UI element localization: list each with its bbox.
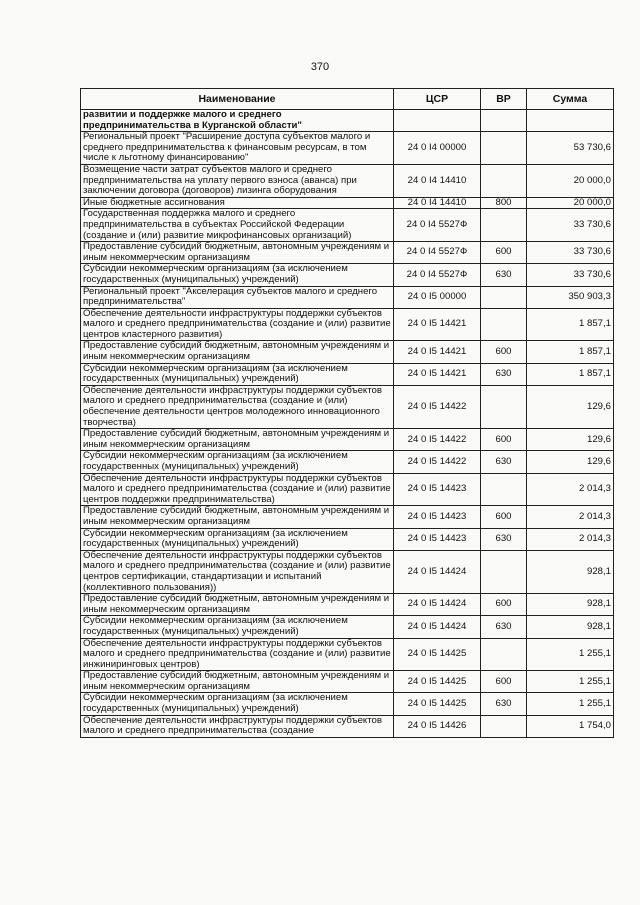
table-row: [81, 308, 614, 341]
budget-table: [80, 88, 614, 738]
cell-sum: 1 255,1: [527, 671, 614, 693]
cell-sum: 2 014,3: [527, 506, 614, 528]
cell-vr: 600: [481, 671, 527, 693]
table-body: [81, 110, 614, 738]
cell-sum: 129,6: [527, 451, 614, 473]
cell-name: Обеспечение деятельности инфраструктуры поддержки субъектов малого и среднего предпринимательства (создание и (или) развитие инжиниринговых центров): [81, 638, 394, 671]
cell-vr: 630: [481, 363, 527, 385]
table-row: [81, 594, 614, 616]
table-row: [81, 693, 614, 715]
cell-vr: [481, 550, 527, 593]
cell-sum: 1 255,1: [527, 693, 614, 715]
cell-name: Субсидии некоммерческим организациям (за исключением государственных (муниципальных) учреждений): [81, 528, 394, 550]
cell-csr: 24 0 I4 14410: [394, 164, 481, 197]
cell-sum: 2 014,3: [527, 528, 614, 550]
cell-vr: 630: [481, 451, 527, 473]
cell-sum: 928,1: [527, 616, 614, 638]
cell-vr: [481, 385, 527, 428]
cell-name: развитии и поддержке малого и среднего предпринимательства в Курганской области": [81, 110, 394, 132]
page-number: 370: [310, 61, 330, 73]
cell-csr: 24 0 I5 14423: [394, 528, 481, 550]
table-row: [81, 385, 614, 428]
cell-csr: 24 0 I5 14423: [394, 506, 481, 528]
table-row: [81, 164, 614, 197]
cell-sum: 1 754,0: [527, 715, 614, 737]
cell-vr: [481, 715, 527, 737]
cell-name: Предоставление субсидий бюджетным, автономным учреждениям и иным некоммерческим организациям: [81, 242, 394, 264]
cell-csr: 24 0 I5 14425: [394, 693, 481, 715]
cell-csr: 24 0 I4 5527Ф: [394, 209, 481, 242]
cell-vr: 600: [481, 506, 527, 528]
cell-sum: 2 014,3: [527, 473, 614, 506]
cell-name: Региональный проект "Акселерация субъектов малого и среднего предпринимательства": [81, 286, 394, 308]
cell-name: Субсидии некоммерческим организациям (за исключением государственных (муниципальных) учреждений): [81, 363, 394, 385]
cell-csr: 24 0 I5 14424: [394, 616, 481, 638]
table-header-row: [81, 89, 614, 110]
cell-name: Субсидии некоммерческим организациям (за исключением государственных (муниципальных) учреждений): [81, 264, 394, 286]
cell-sum: 129,6: [527, 385, 614, 428]
column-header-vr: ВР: [481, 89, 527, 110]
table-row: [81, 473, 614, 506]
cell-name: Предоставление субсидий бюджетным, автономным учреждениям и иным некоммерческим организациям: [81, 341, 394, 363]
cell-vr: 630: [481, 693, 527, 715]
column-header-sum: Сумма: [527, 89, 614, 110]
table-row: [81, 550, 614, 593]
cell-sum: 350 903,3: [527, 286, 614, 308]
cell-sum: 53 730,6: [527, 132, 614, 165]
table-row: [81, 429, 614, 451]
cell-sum: 129,6: [527, 429, 614, 451]
table-row: [81, 451, 614, 473]
cell-vr: [481, 286, 527, 308]
cell-vr: [481, 473, 527, 506]
cell-sum: 1 255,1: [527, 638, 614, 671]
cell-sum: 20 000,0: [527, 197, 614, 209]
column-header-name: Наименование: [81, 89, 394, 110]
cell-sum: 20 000,0: [527, 164, 614, 197]
cell-csr: 24 0 I5 14421: [394, 341, 481, 363]
cell-csr: 24 0 I5 00000: [394, 286, 481, 308]
cell-vr: 600: [481, 429, 527, 451]
table-row: [81, 506, 614, 528]
cell-sum: 33 730,6: [527, 264, 614, 286]
cell-vr: 600: [481, 242, 527, 264]
table-row: [81, 110, 614, 132]
cell-csr: 24 0 I4 5527Ф: [394, 242, 481, 264]
cell-vr: [481, 110, 527, 132]
cell-csr: 24 0 I5 14421: [394, 363, 481, 385]
cell-name: Иные бюджетные ассигнования: [81, 197, 394, 209]
cell-name: Региональный проект "Расширение доступа субъектов малого и среднего предпринимательства к финансовым ресурсам, в том числе к льготному финансированию": [81, 132, 394, 165]
cell-sum: 1 857,1: [527, 341, 614, 363]
cell-sum: 928,1: [527, 550, 614, 593]
cell-name: Предоставление субсидий бюджетным, автономным учреждениям и иным некоммерческим организациям: [81, 506, 394, 528]
cell-sum: 1 857,1: [527, 363, 614, 385]
table-row: [81, 132, 614, 165]
cell-vr: [481, 209, 527, 242]
cell-csr: [394, 110, 481, 132]
cell-sum: 1 857,1: [527, 308, 614, 341]
table-row: [81, 197, 614, 209]
cell-name: Обеспечение деятельности инфраструктуры поддержки субъектов малого и среднего предпринимательства (создание и (или) развитие центров сертификации, стандартизации и испытаний (коллективного пользования)): [81, 550, 394, 593]
cell-vr: 630: [481, 264, 527, 286]
cell-csr: 24 0 I5 14424: [394, 594, 481, 616]
table-row: [81, 528, 614, 550]
cell-csr: 24 0 I4 5527Ф: [394, 264, 481, 286]
cell-vr: 800: [481, 197, 527, 209]
cell-csr: 24 0 I5 14425: [394, 671, 481, 693]
cell-name: Обеспечение деятельности инфраструктуры поддержки субъектов малого и среднего предпринимательства (создание и (или) обеспечение деятельности центров молодежного инновационного творчества): [81, 385, 394, 428]
cell-name: Субсидии некоммерческим организациям (за исключением государственных (муниципальных) учреждений): [81, 451, 394, 473]
table-row: [81, 242, 614, 264]
cell-csr: 24 0 I5 14426: [394, 715, 481, 737]
table-row: [81, 616, 614, 638]
table-row: [81, 715, 614, 737]
table-row: [81, 209, 614, 242]
cell-sum: [527, 110, 614, 132]
cell-vr: 600: [481, 594, 527, 616]
cell-csr: 24 0 I5 14423: [394, 473, 481, 506]
table-row: [81, 264, 614, 286]
cell-name: Обеспечение деятельности инфраструктуры поддержки субъектов малого и среднего предпринимательства (создание: [81, 715, 394, 737]
cell-vr: 630: [481, 528, 527, 550]
cell-sum: 33 730,6: [527, 209, 614, 242]
cell-csr: 24 0 I5 14424: [394, 550, 481, 593]
cell-csr: 24 0 I5 14422: [394, 385, 481, 428]
cell-name: Предоставление субсидий бюджетным, автономным учреждениям и иным некоммерческим организациям: [81, 429, 394, 451]
table-row: [81, 363, 614, 385]
table-row: [81, 671, 614, 693]
cell-name: Предоставление субсидий бюджетным, автономным учреждениям и иным некоммерческим организациям: [81, 594, 394, 616]
cell-name: Государственная поддержка малого и среднего предпринимательства в субъектах Российской Федерации (создание и (или) развитие микрофинансовых организаций): [81, 209, 394, 242]
cell-name: Возмещение части затрат субъектов малого и среднего предпринимательства на уплату первого взноса (аванса) при заключении договора (договоров) лизинга оборудования: [81, 164, 394, 197]
cell-sum: 33 730,6: [527, 242, 614, 264]
cell-csr: 24 0 I4 00000: [394, 132, 481, 165]
table-row: [81, 638, 614, 671]
cell-csr: 24 0 I5 14425: [394, 638, 481, 671]
table-row: [81, 341, 614, 363]
cell-sum: 928,1: [527, 594, 614, 616]
cell-vr: [481, 638, 527, 671]
cell-name: Предоставление субсидий бюджетным, автономным учреждениям и иным некоммерческим организациям: [81, 671, 394, 693]
cell-vr: [481, 164, 527, 197]
cell-csr: 24 0 I4 14410: [394, 197, 481, 209]
column-header-csr: ЦСР: [394, 89, 481, 110]
cell-name: Обеспечение деятельности инфраструктуры поддержки субъектов малого и среднего предпринимательства (создание и (или) развитие центров кластерного развития): [81, 308, 394, 341]
cell-vr: [481, 132, 527, 165]
cell-name: Обеспечение деятельности инфраструктуры поддержки субъектов малого и среднего предпринимательства (создание и (или) развитие центров поддержки предпринимательства): [81, 473, 394, 506]
cell-vr: [481, 308, 527, 341]
cell-vr: 600: [481, 341, 527, 363]
cell-name: Субсидии некоммерческим организациям (за исключением государственных (муниципальных) учреждений): [81, 693, 394, 715]
cell-name: Субсидии некоммерческим организациям (за исключением государственных (муниципальных) учреждений): [81, 616, 394, 638]
cell-csr: 24 0 I5 14422: [394, 451, 481, 473]
cell-csr: 24 0 I5 14422: [394, 429, 481, 451]
cell-vr: 630: [481, 616, 527, 638]
cell-csr: 24 0 I5 14421: [394, 308, 481, 341]
table-row: [81, 286, 614, 308]
